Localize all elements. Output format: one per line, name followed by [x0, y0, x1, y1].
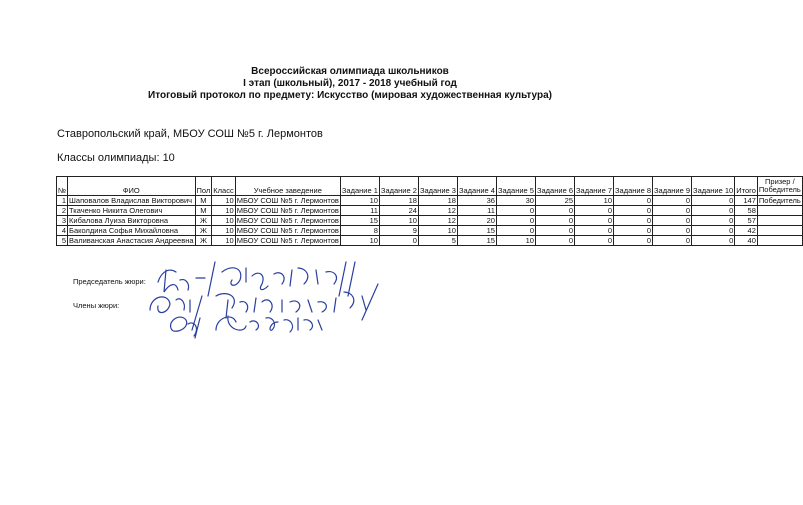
col-class: Класс — [212, 177, 235, 196]
cell-score: 0 — [535, 236, 574, 246]
cell-prize: Победитель — [758, 196, 801, 205]
cell-total: 147 — [735, 196, 758, 206]
cell-score: 0 — [692, 196, 735, 206]
cell-score: 0 — [692, 206, 735, 216]
olympiad-title: Всероссийская олимпиада школьников — [251, 66, 449, 77]
cell-prize — [757, 226, 802, 236]
cell-score: 10 — [340, 196, 379, 206]
col-task: Задание 1 — [340, 177, 379, 196]
col-task: Задание 10 — [692, 177, 735, 196]
cell-score: 20 — [457, 216, 496, 226]
cell-score: 0 — [653, 226, 692, 236]
cell-score: 0 — [496, 206, 535, 216]
cell-num: 3 — [57, 216, 68, 226]
col-task: Задание 7 — [575, 177, 614, 196]
cell-score: 15 — [457, 236, 496, 246]
cell-score: 0 — [496, 216, 535, 226]
cell-score: 15 — [340, 216, 379, 226]
cell-fio: Ткаченко Никита Олегович — [68, 206, 195, 216]
cell-score: 24 — [379, 206, 418, 216]
cell-score: 0 — [379, 236, 418, 246]
cell-fio: Кибалова Луиза Викторовна — [68, 216, 195, 226]
cell-school: МБОУ СОШ №5 г. Лермонтов — [236, 196, 339, 205]
cell-score: 0 — [614, 226, 653, 236]
cell-score: 0 — [575, 216, 614, 226]
cell-fio: Валиванская Анастасия Андреевна — [69, 236, 194, 245]
col-task: Задание 6 — [535, 177, 574, 196]
stage-title: I этап (школьный), 2017 - 2018 учебный год — [243, 78, 457, 89]
cell-score: 0 — [575, 236, 614, 246]
cell-prize — [757, 236, 802, 246]
cell-score: 5 — [418, 236, 457, 246]
members-label: Члены жюри: — [73, 301, 120, 310]
cell-score: 0 — [535, 216, 574, 226]
cell-total: 58 — [735, 206, 758, 216]
cell-score: 36 — [457, 196, 496, 206]
cell-score: 0 — [575, 206, 614, 216]
protocol-title: Итоговый протокол по предмету: Искусство (мировая художественная культура) — [148, 90, 552, 101]
cell-class: 10 — [212, 236, 235, 246]
cell-class: 10 — [212, 196, 235, 206]
cell-school: МБОУ СОШ №5 г. Лермонтов — [236, 216, 339, 225]
cell-fio: Шаповалов Владислав Викторович — [68, 196, 195, 206]
cell-score: 0 — [692, 216, 735, 226]
chair-label: Председатель жюри: — [73, 277, 146, 286]
col-num: № — [57, 177, 68, 196]
member1-signature — [150, 284, 378, 330]
cell-score: 12 — [418, 206, 457, 216]
cell-sex: Ж — [195, 236, 212, 246]
cell-score: 10 — [379, 216, 418, 226]
cell-school: МБОУ СОШ №5 г. Лермонтов — [236, 226, 339, 235]
cell-score: 0 — [653, 206, 692, 216]
cell-score: 10 — [575, 196, 614, 206]
cell-score: 0 — [535, 206, 574, 216]
cell-score: 10 — [418, 226, 457, 236]
cell-score: 25 — [535, 196, 574, 206]
cell-score: 0 — [614, 236, 653, 246]
cell-score: 18 — [418, 196, 457, 206]
cell-total: 42 — [735, 226, 758, 236]
cell-num: 4 — [57, 226, 68, 236]
cell-score: 12 — [418, 216, 457, 226]
cell-score: 15 — [457, 226, 496, 236]
cell-sex: Ж — [195, 226, 212, 236]
cell-score: 0 — [692, 236, 735, 246]
olympiad-classes: Классы олимпиады: 10 — [57, 152, 175, 164]
cell-num: 2 — [57, 206, 68, 216]
cell-score: 0 — [614, 196, 653, 206]
cell-score: 0 — [692, 226, 735, 236]
cell-score: 0 — [575, 226, 614, 236]
cell-num: 5 — [57, 236, 68, 246]
col-total: Итого — [735, 177, 758, 196]
col-prize: Призер / Победитель — [758, 177, 801, 194]
cell-score: 0 — [653, 236, 692, 246]
col-fio: ФИО — [68, 177, 195, 196]
col-task: Задание 9 — [653, 177, 692, 196]
col-task: Задание 3 — [418, 177, 457, 196]
col-task: Задание 5 — [496, 177, 535, 196]
cell-sex: М — [195, 206, 212, 216]
cell-score: 11 — [340, 206, 379, 216]
cell-class: 10 — [212, 226, 235, 236]
cell-sex: М — [195, 196, 212, 206]
cell-score: 10 — [340, 236, 379, 246]
cell-prize — [757, 206, 802, 216]
cell-score: 10 — [496, 236, 535, 246]
cell-class: 10 — [212, 216, 235, 226]
cell-total: 40 — [735, 236, 758, 246]
cell-score: 0 — [614, 206, 653, 216]
chair-signature — [158, 262, 355, 296]
cell-score: 11 — [457, 206, 496, 216]
cell-score: 0 — [614, 216, 653, 226]
cell-score: 9 — [379, 226, 418, 236]
col-task: Задание 2 — [379, 177, 418, 196]
col-task: Задание 4 — [457, 177, 496, 196]
cell-score: 0 — [496, 226, 535, 236]
cell-school: МБОУ СОШ №5 г. Лермонтов — [236, 236, 339, 245]
cell-score: 0 — [653, 216, 692, 226]
cell-score: 30 — [496, 196, 535, 206]
cell-score: 8 — [340, 226, 379, 236]
cell-num: 1 — [57, 196, 68, 206]
region-school: Ставропольский край, МБОУ СОШ №5 г. Лермонтов — [57, 128, 323, 140]
cell-sex: Ж — [195, 216, 212, 226]
cell-prize — [757, 216, 802, 226]
cell-score: 0 — [653, 196, 692, 206]
cell-fio: Баколдина Софья Михайловна — [68, 226, 195, 236]
col-sex: Пол — [195, 177, 212, 196]
cell-school: МБОУ СОШ №5 г. Лермонтов — [236, 206, 339, 215]
cell-score: 0 — [535, 226, 574, 236]
cell-score: 18 — [379, 196, 418, 206]
cell-total: 57 — [735, 216, 758, 226]
cell-class: 10 — [212, 206, 235, 216]
col-task: Задание 8 — [614, 177, 653, 196]
col-school: Учебное заведение — [235, 177, 340, 196]
